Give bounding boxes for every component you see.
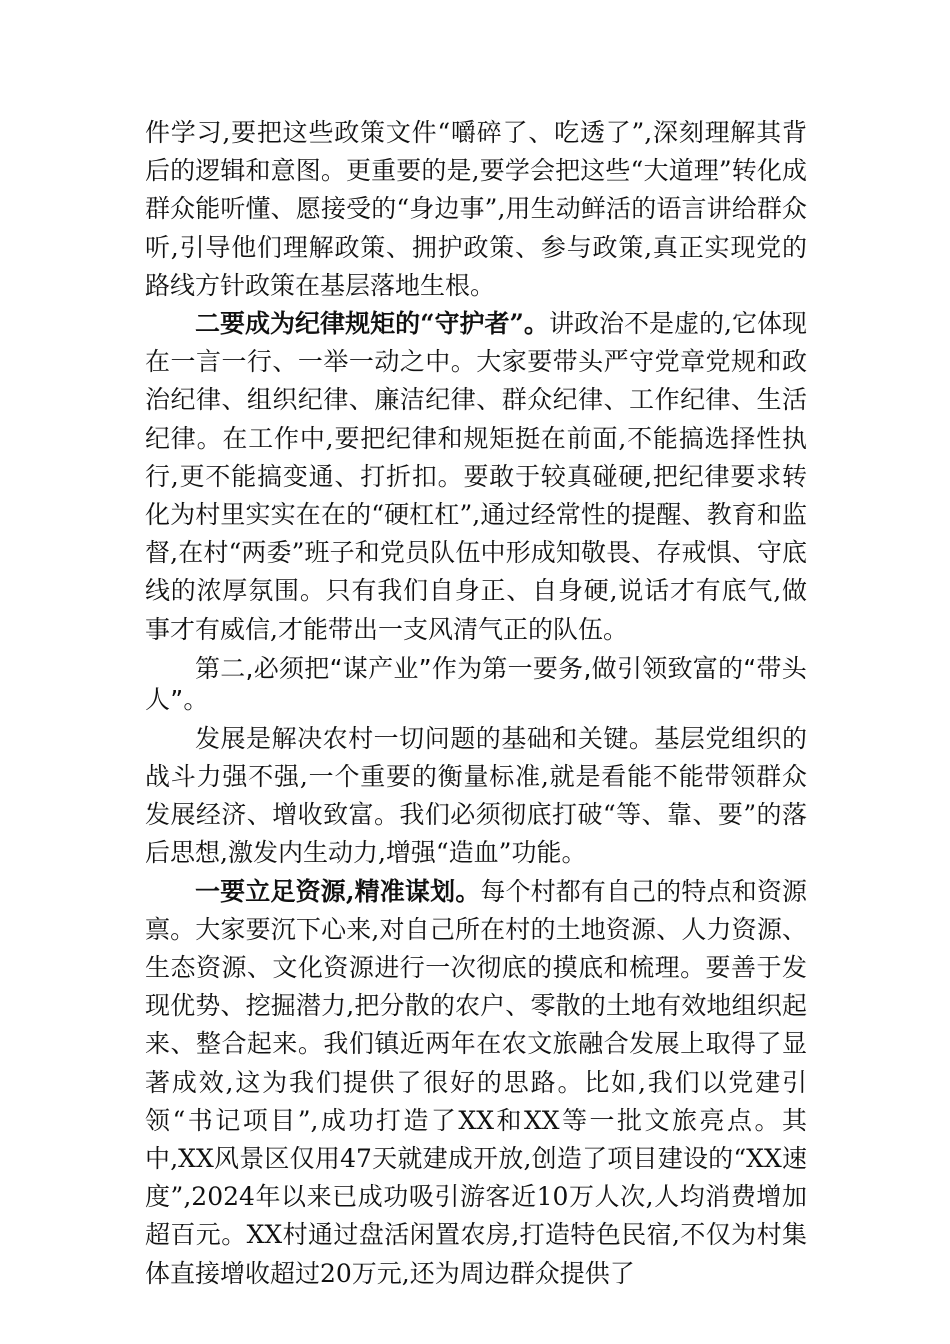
paragraph-development-key xyxy=(145,720,807,873)
paragraph-resource-planning xyxy=(145,873,807,1293)
paragraph-text: 件学习,要把这些政策文件“嚼碎了、吃透了”,深刻理解其背后的逻辑和意图。更重要的是,要学会把这些“大道理”转化成群众能听懂、愿接受的“身边事”,用生动鲜活的语言讲给群众听,引导他们理解政策、拥护政策、参与政策,真正实现党的路线方针政策在基层落地生根。 xyxy=(145,118,807,300)
paragraph-text: 讲政治不是虚的,它体现在一言一行、一举一动之中。大家要带头严守党章党规和政治纪律、组织纪律、廉洁纪律、群众纪律、工作纪律、生活纪律。在工作中,要把纪律和规矩挺在前面,不能搞选择性执行,更不能搞变通、打折扣。要敢于较真碰硬,把纪律要求转化为村里实实在在的“硬杠杠”,通过经常性的提醒、教育和监督,在村“两委”班子和党员队伍中形成知敬畏、存戒惧、守底线的浓厚氛围。只有我们自身正、自身硬,说话才有底气,做事才有威信,才能带出一支风清气正的队伍。 xyxy=(145,309,807,644)
paragraph-discipline-guardian xyxy=(145,305,807,649)
paragraph-text: 每个村都有自己的特点和资源禀。大家要沉下心来,对自己所在村的土地资源、人力资源、生态资源、文化资源进行一次彻底的摸底和梳理。要善于发现优势、挖掘潜力,把分散的农户、零散的土地有效地组织起来、整合起来。我们镇近两年在农文旅融合发展上取得了显著成效,这为我们提供了很好的思路。比如,我们以党建引领“书记项目”,成功打造了XX和XX等一批文旅亮点。其中,XX风景区仅用47天就建成开放,创造了项目建设的“XX速度”,2024年以来已成功吸引游客近10万人次,人均消费增加超百元。XX村通过盘活闲置农房,打造特色民宿,不仅为村集体直接增收超过20万元,还为周边群众提供了 xyxy=(145,876,807,1288)
section-heading-industry: 第二,必须把“谋产业”作为第一要务,做引领致富的“带头人”。 xyxy=(145,653,807,714)
paragraph-policy-study xyxy=(145,114,807,305)
paragraph-text: 发展是解决农村一切问题的基础和关键。基层党组织的战斗力强不强,一个重要的衡量标准,就是看能不能带领群众发展经济、增收致富。我们必须彻底打破“等、靠、要”的落后思想,激发内生动力,增强“造血”功能。 xyxy=(145,723,807,868)
paragraph-lead: 二要成为纪律规矩的“守护者”。 xyxy=(195,309,549,339)
document-body xyxy=(145,114,807,1293)
paragraph-lead: 一要立足资源,精准谋划。 xyxy=(195,876,481,906)
